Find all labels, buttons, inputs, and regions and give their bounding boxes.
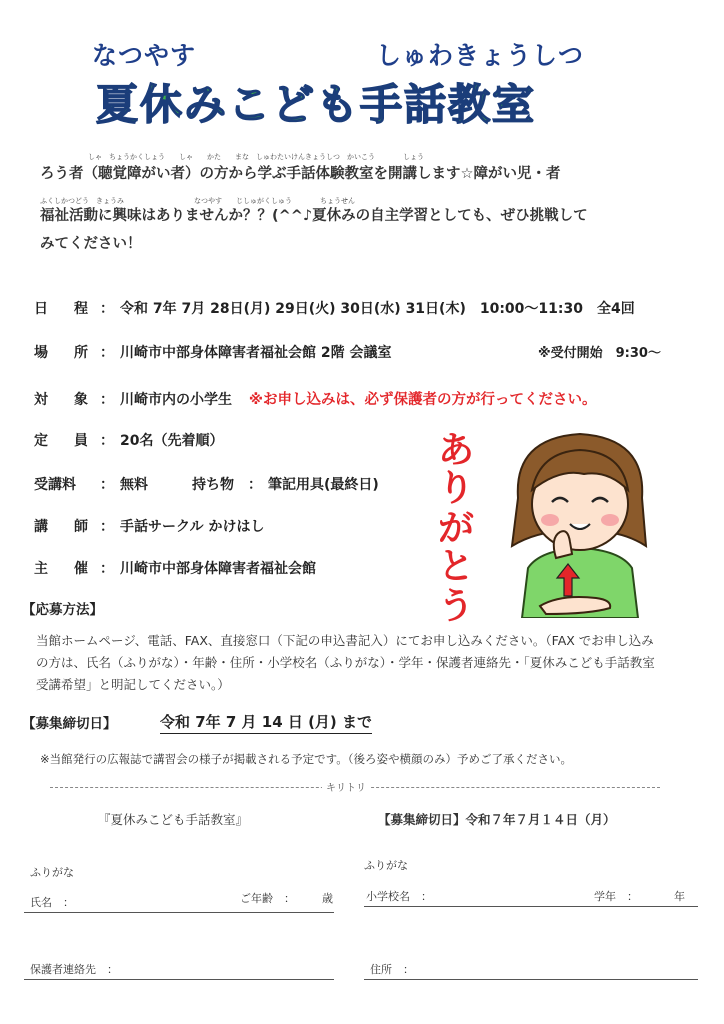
furigana-right-label: ふりがな bbox=[364, 859, 408, 872]
girl-signing-illustration bbox=[500, 428, 658, 618]
reception-time: ※受付開始 9:30～ bbox=[538, 346, 661, 361]
title-ruby-left: なつやす bbox=[92, 41, 197, 70]
girl-svg bbox=[500, 428, 658, 618]
address-underline bbox=[364, 979, 698, 980]
school-label: 小学校名 ： bbox=[366, 890, 432, 903]
address-label: 住所 ： bbox=[370, 963, 414, 976]
age-unit: 歳 bbox=[322, 892, 333, 905]
arigatou-svg bbox=[418, 424, 494, 624]
row-fee bbox=[34, 474, 379, 494]
place-colon: ： bbox=[100, 345, 114, 361]
host-label: 主 催 bbox=[34, 561, 94, 577]
fee-value: 無料 bbox=[120, 477, 148, 493]
cut-label: キリトリ bbox=[322, 779, 370, 794]
arigatou-char-4: と bbox=[437, 546, 475, 587]
deadline-value: 令和 7年 7 月 14 日 (月) まで bbox=[160, 711, 372, 734]
fee-colon: ： bbox=[100, 477, 114, 493]
date-colon: ： bbox=[100, 301, 114, 317]
place-value: 川崎市中部身体障害者福祉会館 2階 会議室 bbox=[120, 345, 392, 361]
target-label: 対 象 bbox=[34, 392, 94, 408]
place-label: 場 所 bbox=[34, 345, 94, 361]
deadline-label: 【募集締切日】 bbox=[22, 716, 117, 732]
row-target bbox=[34, 388, 596, 409]
host-colon: ： bbox=[100, 561, 114, 577]
furigana-left-label: ふりがな bbox=[30, 866, 74, 879]
school-grade-underline bbox=[364, 906, 698, 907]
row-place bbox=[34, 342, 392, 362]
form-left-title: 『夏休みこども手話教室』 bbox=[98, 812, 249, 827]
intro-line-1: ろう者（聴覚障がい者）の方から学ぶ手話体験教室を開講します☆障がい児・者 bbox=[40, 166, 561, 182]
page-title: 夏休みこども手話教室 bbox=[96, 80, 537, 129]
items-colon: ： bbox=[248, 477, 262, 493]
row-instructor bbox=[34, 516, 264, 536]
row-date bbox=[34, 298, 635, 318]
instructor-label: 講 師 bbox=[34, 519, 94, 535]
arigatou-char-1: あ bbox=[437, 430, 475, 471]
target-note: ※お申し込みは、必ず保護者の方が行ってください。 bbox=[248, 392, 597, 408]
name-age-underline bbox=[24, 912, 334, 913]
guardian-label: 保護者連絡先 ： bbox=[30, 963, 118, 976]
row-host bbox=[34, 558, 316, 578]
items-value: 筆記用具(最終日) bbox=[268, 477, 379, 493]
date-value: 令和 7年 7月 28日(月) 29日(火) 30日(水) 31日(木) 10:00～11:30 全4回 bbox=[120, 301, 635, 317]
capacity-label: 定 員 bbox=[34, 433, 94, 449]
instructor-colon: ： bbox=[100, 519, 114, 535]
date-label: 日 程 bbox=[34, 301, 94, 317]
arigatou-illustration bbox=[418, 424, 494, 624]
grade-label: 学年 ： bbox=[594, 890, 638, 903]
intro-furigana-1: しゃ ちょうかくしょう しゃ かた まな しゅわたいけんきょうしつ かいこう しょう bbox=[88, 153, 424, 161]
capacity-colon: ： bbox=[100, 433, 114, 449]
row-capacity bbox=[34, 430, 223, 450]
items-label: 持ち物 bbox=[192, 477, 234, 493]
grade-unit: 年 bbox=[674, 890, 685, 903]
intro-line-2: 福祉活動に興味はありませんか？？(^^♪夏休みの自主学習としても、ぜひ挑戦して bbox=[40, 208, 588, 224]
apply-text: 当館ホームページ、電話、FAX、直接窓口（下記の申込書記入）にてお申し込みください。（FAX でお申し込みの方は、氏名（ふりがな）・年齢・住所・小学校名（ふりがな）・学年・保護者連絡先・「夏休みこども手話教室受講希望」と明記してください。） bbox=[36, 633, 655, 692]
target-colon: ： bbox=[100, 392, 114, 408]
fee-label: 受講料 bbox=[34, 477, 76, 493]
target-value: 川崎市内の小学生 bbox=[120, 392, 232, 408]
instructor-value: 手話サークル かけはし bbox=[120, 519, 265, 535]
title-ruby-right: しゅわきょうしつ bbox=[376, 41, 585, 70]
arigatou-char-2: り bbox=[437, 468, 475, 509]
capacity-value: 20名（先着順） bbox=[120, 433, 224, 449]
guardian-underline bbox=[24, 979, 334, 980]
host-value: 川崎市中部身体障害者福祉会館 bbox=[120, 561, 316, 577]
intro-line-3: みてください！ bbox=[40, 236, 142, 252]
form-right-title: 【募集締切日】令和７年７月１４日（月） bbox=[378, 812, 616, 827]
apply-heading: 【応募方法】 bbox=[22, 602, 103, 618]
publicity-note: ※当館発行の広報誌で講習会の様子が掲載される予定です。（後ろ姿や横顔のみ）予めご了承ください。 bbox=[40, 752, 572, 766]
age-label: ご年齢 ： bbox=[240, 892, 295, 905]
name-label: 氏名 ： bbox=[30, 896, 74, 909]
arigatou-char-5: う bbox=[437, 586, 475, 624]
intro-furigana-2: ふくしかつどう きょうみ なつやす じしゅがくしゅう ちょうせん bbox=[40, 197, 355, 205]
arigatou-char-3: が bbox=[437, 508, 475, 549]
